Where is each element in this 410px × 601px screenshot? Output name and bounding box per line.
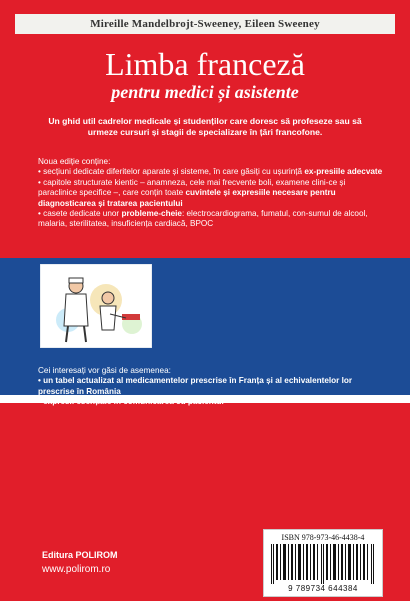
edition-item: • secțiuni dedicate diferitelor aparate și sisteme, în care găsiți cu ușurință ex-presiile adecvate xyxy=(38,167,383,177)
edition-heading: Noua ediție conține: xyxy=(38,157,111,166)
intro-blurb: Un ghid util cadrelor medicale și studenților care doresc să profeseze sau să urmeze cursuri și stagii de specializare în țări francofone. xyxy=(48,116,362,137)
edition-item: • casete dedicate unor probleme-cheie: electrocardiograma, fumatul, con-sumul de alcool, malaria, sterilitatea, insuficiența cardiacă, BPOC xyxy=(38,209,368,229)
edition-item: • capitole structurate kientic – anamneza, cele mai frecvente boli, examene clini-ce și paraclinice specifice –, care conțin toate cuvintele și expresiile necesare pentru diagnosticarea și tratarea pacientului xyxy=(38,177,346,208)
author-names: Mireille Mandelbrojt-Sweeney, Eileen Sweeney xyxy=(15,14,395,34)
book-subtitle: pentru medici și asistente xyxy=(111,82,299,102)
edition-contents xyxy=(38,157,383,230)
isbn-text: ISBN 978-973-46-4438-4 xyxy=(281,533,365,542)
isbn-barcode xyxy=(263,529,383,597)
additional-item: • un tabel actualizat al medicamentelor prescrise în Franța și al echivalentelor lor prescrise în România xyxy=(38,376,353,396)
barcode-icon xyxy=(269,544,377,584)
additional-item: • expresii esențiale în comunicarea cu pacientul xyxy=(38,397,224,407)
medical-team-illustration xyxy=(40,264,152,348)
additional-contents xyxy=(38,366,378,408)
additional-heading: Cei interesați vor găsi de asemenea: xyxy=(38,366,171,375)
publisher-website[interactable]: www.polirom.ro xyxy=(42,564,111,575)
barcode-digits: 9 789734 644384 xyxy=(288,584,358,593)
publisher-name: Editura POLIROM xyxy=(42,550,118,560)
book-title: Limba franceză xyxy=(105,46,305,82)
